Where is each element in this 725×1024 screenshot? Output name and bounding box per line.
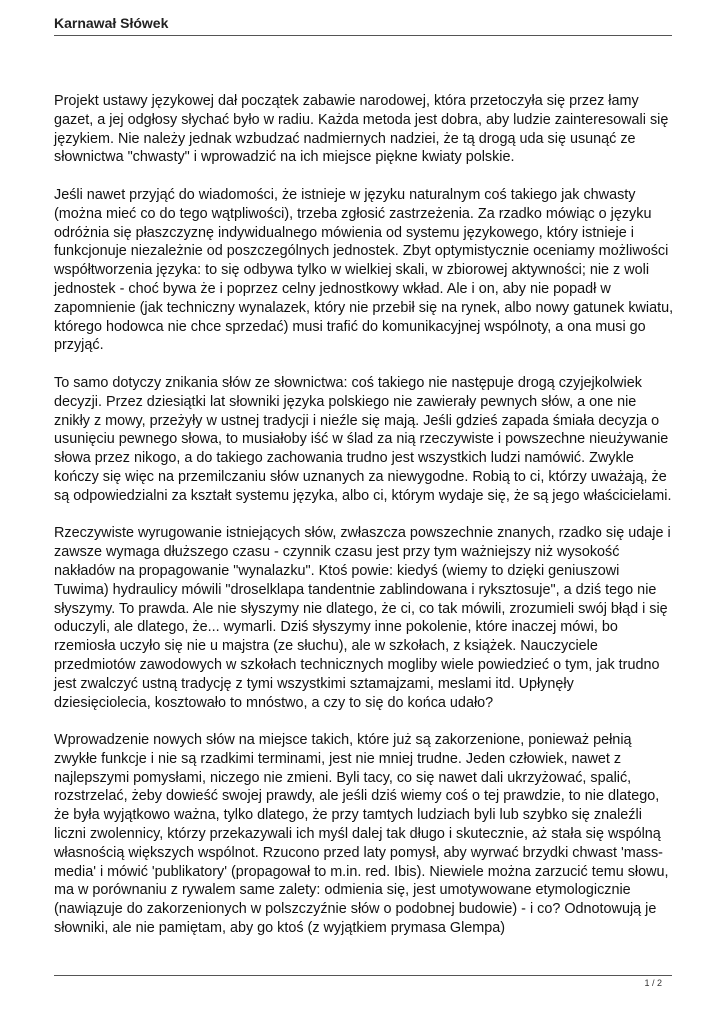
paragraph: Projekt ustawy językowej dał początek zabawie narodowej, która przetoczyła się przez łamy gazet, a jej odgłosy słychać było w radiu. Każda metoda jest dobra, aby ludzie zainteresowali się językiem. Nie należy jednak wzbudzać nadmiernych nadziei, że tą drogą uda się usunąć ze słownictwa "chwasty" i wprowadzić na ich miejsce piękne kwiaty polskie. — [54, 93, 669, 166]
page-footer — [54, 975, 672, 988]
paragraph: Jeśli nawet przyjąć do wiadomości, że istnieje w języku naturalnym coś takiego jak chwasty (można mieć co do tego wątpliwości), trzeba zgłosić zastrzeżenia. Za rzadko mówiąc o języku odróżnia się płaszczyznę indywidualnego mówienia od systemu językowego, który istnieje i funkcjonuje niezależnie od poszczególnych jednostek. Zbyt optymistycznie oceniamy możliwości współtworzenia języka: to się odbywa tylko w wielkiej skali, w zbiorowej aktywności; nie z woli jednostek - choć bywa że i poprzez celny jednostkowy wkład. Ale i on, aby nie popadł w zapomnienie (jak techniczny wynalazek, który nie przebił się na rynek, albo nowy gatunek kwiatu, którego hodowca nie chce sprzedać) musi trafić do komunikacyjnej wspólnoty, a ona musi go przyjąć. — [54, 186, 674, 354]
paragraph: To samo dotyczy znikania słów ze słownictwa: coś takiego nie następuje drogą czyjejkolwiek decyzji. Przez dziesiątki lat słowniki języka polskiego nie zawierały pewnych słów, a one nie znikły z mowy, przeżyły w ustnej tradycji i nieźle się mają. Jeśli gdzieś zapada śmiała decyzja o usunięciu pewnego słowa, to musiałoby iść w ślad za nią rzeczywiste i powszechne nieużywanie słowa przez nikogo, a do takiego zachowania trudno jest wszystkich ludzi namówić. Zwykle kończy się więc na przemilczaniu słów uznanych za niewygodne. Robią to ci, którzy uważają, że są odpowiedzialni za kształt systemu języka, albo ci, którym wydaje się, że są jego właścicielami. — [54, 374, 672, 504]
article-body — [54, 92, 674, 957]
page-number: 1 / 2 — [644, 978, 662, 988]
paragraph: Rzeczywiste wyrugowanie istniejących słów, zwłaszcza powszechnie znanych, rzadko się udaje i zawsze wymaga dłuższego czasu - czynnik czasu jest przy tym ważniejszy niż wysokość nakładów na propagowanie "wynalazku". Ktoś powie: kiedyś (wiemy to dzięki geniuszowi Tuwima) hydraulicy mówili "droselklapa tandentnie zablindowana i ryksztosuje", a dziś tego nie słyszymy. To prawda. Ale nie słyszymy nie dlatego, że ci, co tak mówili, zrozumieli swój błąd i się oduczyli, ale dlatego, że... wymarli. Dziś słyszymy inne pokolenie, które inaczej mówi, bo rzemiosła uczyło się nie u majstra (ze słuchu), ale w szkołach, z książek. Nauczyciele przedmiotów zawodowych w szkołach technicznych mogliby wiele powiedzieć o tym, jak trudno jest zwalczyć ustną tradycję z tymi wszystkimi sztamajzami, meslami itd. Upłynęły dziesięciolecia, kosztowało to mnóstwo, a czy to się do końca udało? — [54, 525, 671, 711]
paragraph: Wprowadzenie nowych słów na miejsce takich, które już są zakorzenione, ponieważ pełnią zwykłe funkcje i nie są rzadkimi terminami, jest nie mniej trudne. Jeden człowiek, nawet z najlepszymi pomysłami, niczego nie zmieni. Byli tacy, co się nawet dali ukrzyżować, spalić, rozstrzelać, żeby dowieść swojej prawdy, ale jeśli dziś wiemy coś o tej prawdzie, to nie dlatego, że była wyjątkowo ważna, tylko dlatego, że przy tamtych ludziach byli lub szybko się znaleźli liczni zwolennicy, którzy przekazywali ich myśl dalej tak długo i skutecznie, aż stała się wspólną własnością większych wspólnot. Rzucono przed laty pomysł, aby wyrwać brzydki chwast 'mass-media' i mówić 'publikatory' (propagował to m.in. red. Ibis). Niewiele można zarzucić temu słowu, ma w porównaniu z rywalem same zalety: odmienia się, jest umotywowane etymologicznie (nawiązuje do zakorzenionych w polszczyźnie słów o podobnej budowie) - i co? Odnotowują je słowniki, ale nie pamiętam, aby go ktoś (z wyjątkiem prymasa Glempa) — [54, 732, 669, 937]
page-header — [54, 13, 672, 36]
document-title: Karnawał Słówek — [54, 15, 169, 31]
